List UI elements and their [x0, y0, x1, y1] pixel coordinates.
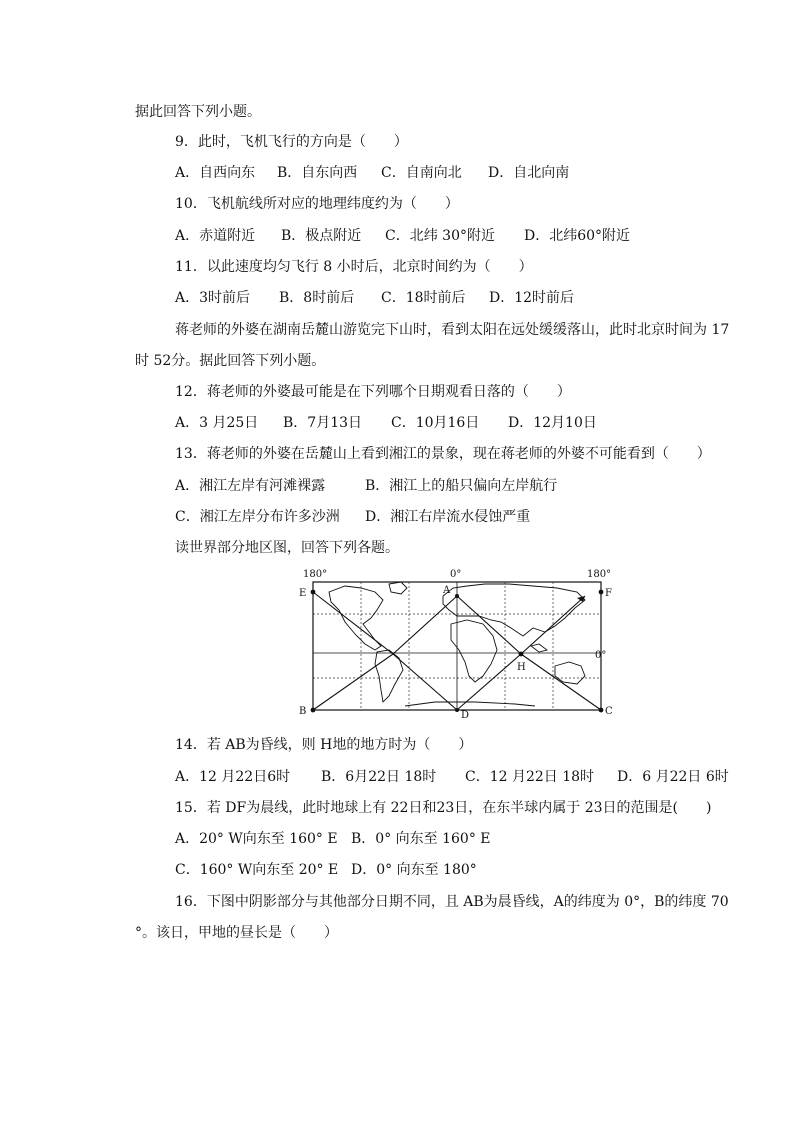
q15-option-d[interactable]: D．0° 向东至 180° [351, 862, 477, 878]
greenland-outline [389, 582, 407, 594]
question-13-options-row-2 [175, 507, 530, 527]
passage-line-1: 蒋老师的外婆在湖南岳麓山游览完下山时，看到太阳在远处缓缓落山，此时北京时间为 17 [175, 322, 730, 338]
q13-option-a[interactable]: A．湘江左岸有河滩裸露 [175, 478, 326, 494]
q10-option-a[interactable]: A．赤道附近 [175, 228, 256, 244]
q15-option-b[interactable]: B．0° 向东至 160° E [351, 831, 491, 847]
q14-option-a[interactable]: A．12 月22日6时 [175, 769, 291, 785]
point-label-h: H [517, 662, 526, 673]
q14-option-b[interactable]: B．6月22日 18时 [321, 769, 437, 785]
q12-option-c[interactable]: C．10月16日 [391, 415, 480, 431]
q13-option-b[interactable]: B．湘江上的船只偏向左岸航行 [365, 478, 558, 494]
island-outline [531, 644, 547, 652]
q12-option-b[interactable]: B．7月13日 [283, 415, 363, 431]
q10-option-b[interactable]: B．极点附近 [281, 228, 362, 244]
question-13-options-row-1 [175, 476, 557, 496]
africa-outline [451, 620, 497, 682]
q14-option-c[interactable]: C．12 月22日 18时 [465, 769, 595, 785]
point-label-f: F [605, 588, 612, 599]
question-16-line-2: °。该日，甲地的昼长是（ ） [135, 925, 338, 941]
q12-option-a[interactable]: A．3 月25日 [175, 415, 259, 431]
q10-option-d[interactable]: D．北纬60°附近 [524, 228, 631, 244]
antarctica-outline [405, 702, 535, 706]
question-13-stem: 13．蒋老师的外婆在岳麓山上看到湘江的景象，现在蒋老师的外婆不可能看到（ ） [175, 446, 711, 462]
q9-option-b[interactable]: B．自东向西 [277, 165, 358, 181]
q15-option-c[interactable]: C．160° W向东至 20° E [175, 862, 339, 878]
question-15-options-row-2 [175, 860, 477, 880]
eurasia-outline [443, 584, 585, 636]
q13-option-c[interactable]: C．湘江左岸分布许多沙洲 [175, 509, 340, 525]
line-E-to-south [313, 592, 393, 654]
intro-text: 据此回答下列小题。 [135, 104, 261, 120]
world-map-svg [295, 566, 615, 722]
q11-option-b[interactable]: B．8时前后 [279, 290, 355, 306]
south-america-outline [375, 650, 403, 702]
q9-option-c[interactable]: C．自南向北 [381, 165, 462, 181]
question-12-options [175, 413, 597, 433]
point-label-b: B [299, 706, 307, 717]
question-15-stem: 15．若 DF为晨线，此时地球上有 22日和23日，在东半球内属于 23日的范围是( ) [175, 800, 712, 816]
q11-option-d[interactable]: D．12时前后 [489, 290, 575, 306]
question-9-stem: 9．此时，飞机飞行的方向是（ ） [175, 134, 408, 150]
point-label-d: D [461, 710, 470, 721]
lon-label-right: 180° [587, 569, 612, 580]
question-14-stem: 14．若 AB为昏线，则 H地的地方时为（ ） [175, 737, 473, 753]
q12-option-d[interactable]: D．12月10日 [508, 415, 597, 431]
q9-option-a[interactable]: A．自西向东 [175, 165, 256, 181]
question-10-stem: 10．飞机航线所对应的地理纬度约为（ ） [175, 196, 459, 212]
question-11-options [175, 288, 574, 308]
q13-option-d[interactable]: D．湘江右岸流水侵蚀严重 [365, 509, 531, 525]
q11-option-c[interactable]: C．18时前后 [381, 290, 466, 306]
passage-line-2: 时 52分。据此回答下列小题。 [135, 353, 326, 369]
q10-option-c[interactable]: C．北纬 30°附近 [385, 228, 495, 244]
world-map-figure [295, 566, 615, 722]
point-label-e: E [299, 588, 307, 599]
point-label-c: C [605, 706, 613, 717]
q11-option-a[interactable]: A．3时前后 [175, 290, 251, 306]
lat-label-equator: 0° [595, 650, 607, 661]
q14-option-d[interactable]: D．6 月22日 6时 [617, 769, 729, 785]
line-H-to-F [521, 596, 585, 654]
question-16-line-1: 16．下图中阴影部分与其他部分日期不同，且 AB为晨昏线，A的纬度为 0°，B的纬度 70 [175, 894, 729, 910]
question-14-options [175, 767, 729, 787]
question-11-stem: 11．以此速度均匀飞行 8 小时后，北京时间约为（ ） [175, 259, 533, 275]
q9-option-d[interactable]: D．自北向南 [488, 165, 570, 181]
question-12-stem: 12．蒋老师的外婆最可能是在下列哪个日期观看日落的（ ） [175, 384, 571, 400]
point-label-a: A [443, 585, 451, 596]
lon-label-mid: 0° [450, 569, 462, 580]
lon-label-left: 180° [303, 569, 328, 580]
read-map-instruction: 读世界部分地区图，回答下列各题。 [175, 540, 399, 556]
question-15-options-row-1 [175, 829, 491, 849]
question-10-options [175, 226, 630, 246]
question-9-options [175, 163, 569, 183]
q15-option-a[interactable]: A．20° W向东至 160° E [175, 831, 338, 847]
